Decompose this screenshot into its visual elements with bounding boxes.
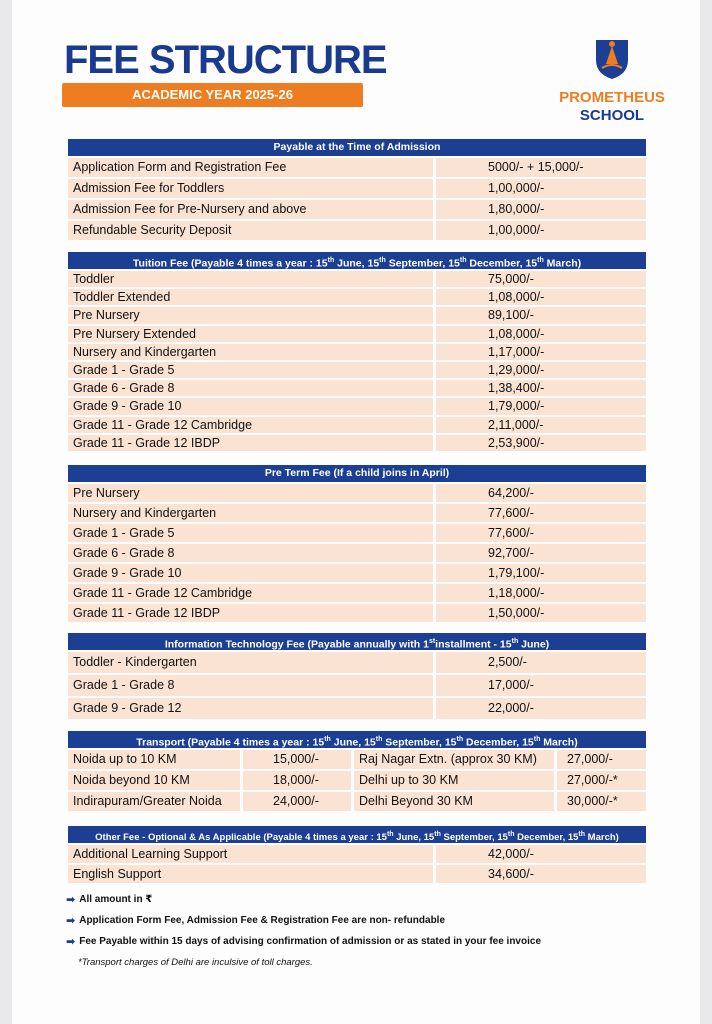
fee-label: Grade 1 - Grade 5 [68,362,433,378]
table-row [68,604,646,622]
transport-fee: 18,000/- [243,771,351,790]
table-row [68,362,646,378]
footnotes [66,894,686,978]
arrow-right-icon: ➡ [66,936,76,948]
arrow-right-icon: ➡ [66,894,76,906]
table-row [68,417,646,433]
school-name-line1: PROMETHEUS [559,89,665,106]
admission-heading: Payable at the Time of Admission [68,139,646,156]
school-name [532,89,692,125]
preterm-heading: Pre Term Fee (If a child joins in April) [68,465,646,482]
table-row [68,380,646,396]
fee-label: Admission Fee for Pre-Nursery and above [68,200,433,219]
it-fee-table [68,633,646,721]
it-rows [68,652,646,719]
table-row [68,158,646,177]
fee-label: Grade 9 - Grade 10 [68,398,433,414]
note-item: ➡ Fee Payable within 15 days of advising confirmation of admission or as stated in your fee invoice [66,936,542,948]
fee-label: Refundable Security Deposit [68,221,433,240]
table-row [68,344,646,360]
table-row [68,524,646,542]
table-row [68,865,646,883]
table-row [68,221,646,240]
transport-fee: 15,000/- [243,750,351,769]
fee-label: Admission Fee for Toddlers [68,179,433,198]
note-item: ➡ All amount in ₹ [66,894,153,906]
table-row [68,398,646,414]
table-row [68,271,646,287]
fee-label: Grade 6 - Grade 8 [68,544,433,562]
fee-value: 1,38,400/- [436,380,646,396]
table-row [68,200,646,219]
transport-fee: 24,000/- [243,792,351,811]
table-row [68,289,646,305]
it-heading: Information Technology Fee (Payable annually with 1stinstallment - 15th June) [68,633,646,650]
transport-zone: Noida beyond 10 KM [68,771,240,790]
table-row [68,307,646,323]
fee-value: 75,000/- [436,271,646,287]
tuition-fee-table [68,252,646,453]
fee-value: 1,17,000/- [436,344,646,360]
fee-value: 77,600/- [436,504,646,522]
fee-label: Grade 1 - Grade 8 [68,675,433,696]
note-item: ➡ Application Form Fee, Admission Fee & Registration Fee are non- refundable [66,915,446,927]
transport-fee: 27,000/-* [557,771,646,790]
fee-label: Grade 9 - Grade 12 [68,698,433,719]
table-row [68,750,646,769]
fee-value: 34,600/- [436,865,646,883]
fee-value: 1,18,000/- [436,584,646,602]
transport-zone: Indirapuram/Greater Noida [68,792,240,811]
fee-label: Toddler [68,271,433,287]
table-row [68,771,646,790]
fee-value: 89,100/- [436,307,646,323]
fee-label: Grade 6 - Grade 8 [68,380,433,396]
fee-label: Pre Nursery [68,484,433,502]
other-heading: Other Fee - Optional & As Applicable (Payable 4 times a year : 15th June, 15th September, 15th December, 15th March) [68,826,646,843]
school-name-line2: SCHOOL [579,107,645,124]
pre-term-fee-table [68,465,646,624]
fee-value: 5000/- + 15,000/- [436,158,646,177]
fee-label: English Support [68,865,433,883]
fee-value: 2,11,000/- [436,417,646,433]
table-row [68,675,646,696]
fee-label: Grade 11 - Grade 12 IBDP [68,604,433,622]
fee-value: 22,000/- [436,698,646,719]
transport-zone: Delhi Beyond 30 KM [354,792,554,811]
page-title: FEE STRUCTURE [64,38,387,82]
table-row [68,845,646,863]
fee-value: 1,29,000/- [436,362,646,378]
fee-value: 17,000/- [436,675,646,696]
fee-label: Pre Nursery Extended [68,326,433,342]
fee-value: 1,08,000/- [436,326,646,342]
transport-zone: Raj Nagar Extn. (approx 30 KM) [354,750,554,769]
table-row [68,564,646,582]
table-row [68,698,646,719]
table-row [68,179,646,198]
fee-value: 1,79,000/- [436,398,646,414]
fee-value: 1,00,000/- [436,179,646,198]
fee-label: Application Form and Registration Fee [68,158,433,177]
fee-label: Grade 9 - Grade 10 [68,564,433,582]
shield-crest-icon [592,34,632,80]
fee-value: 1,08,000/- [436,289,646,305]
tuition-heading-text: Tuition Fee (Payable 4 times a year : 15 [132,257,328,269]
table-row [68,435,646,451]
table-row [68,484,646,502]
tuition-heading: Tuition Fee (Payable 4 times a year : 15th June, 15th September, 15th December, 15th March) [68,252,646,269]
fee-label: Toddler - Kindergarten [68,652,433,673]
transport-fee-table [68,731,646,813]
fee-value: 64,200/- [436,484,646,502]
school-logo [532,34,692,125]
fee-value: 1,50,000/- [436,604,646,622]
transport-zone: Noida up to 10 KM [68,750,240,769]
transport-heading: Transport (Payable 4 times a year : 15th June, 15th September, 15th December, 15th March) [68,731,646,748]
admission-fee-table [68,139,646,242]
tuition-rows [68,271,646,451]
fee-value: 1,00,000/- [436,221,646,240]
table-row [68,326,646,342]
fee-label: Nursery and Kindergarten [68,504,433,522]
other-fee-table [68,826,646,885]
fee-label: Pre Nursery [68,307,433,323]
transport-fee: 30,000/-* [557,792,646,811]
fee-label: Nursery and Kindergarten [68,344,433,360]
preterm-rows [68,484,646,622]
fee-value: 2,500/- [436,652,646,673]
fee-label: Toddler Extended [68,289,433,305]
fee-value: 2,53,900/- [436,435,646,451]
transport-fee: 27,000/- [557,750,646,769]
transport-zone: Delhi up to 30 KM [354,771,554,790]
fee-value: 42,000/- [436,845,646,863]
fee-label: Additional Learning Support [68,845,433,863]
fee-value: 77,600/- [436,524,646,542]
transport-footnote: *Transport charges of Delhi are inculsive of toll charges. [78,957,313,968]
fee-structure-page [12,0,700,1024]
arrow-right-icon: ➡ [66,915,76,927]
fee-label: Grade 1 - Grade 5 [68,524,433,542]
fee-value: 1,79,100/- [436,564,646,582]
fee-label: Grade 11 - Grade 12 IBDP [68,435,433,451]
fee-label: Grade 11 - Grade 12 Cambridge [68,417,433,433]
fee-value: 92,700/- [436,544,646,562]
academic-year-badge: ACADEMIC YEAR 2025-26 [62,83,363,107]
table-row [68,584,646,602]
table-row [68,792,646,811]
table-row [68,544,646,562]
table-row [68,652,646,673]
fee-label: Grade 11 - Grade 12 Cambridge [68,584,433,602]
table-row [68,504,646,522]
fee-value: 1,80,000/- [436,200,646,219]
